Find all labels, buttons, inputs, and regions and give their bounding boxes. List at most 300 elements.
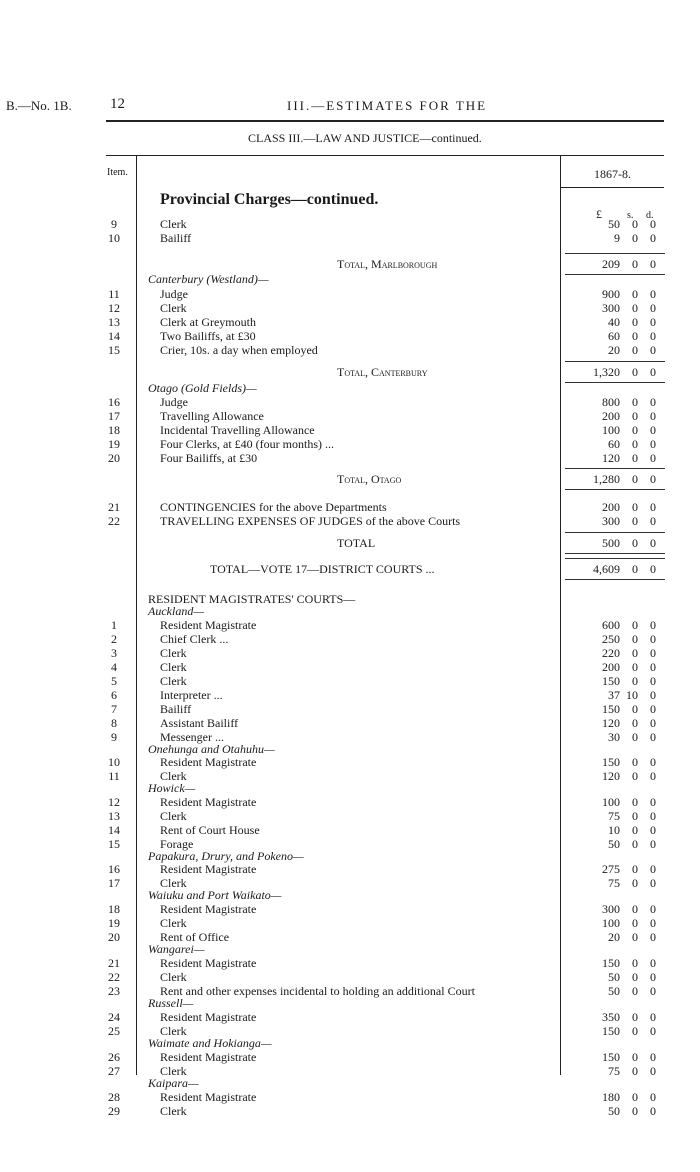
shillings-value: 0 <box>632 876 638 890</box>
item-number: 2 <box>111 632 117 646</box>
pounds-value: 180 <box>602 1090 620 1104</box>
pence-value: 0 <box>650 409 656 423</box>
item-number: 19 <box>108 916 120 930</box>
subsection-heading <box>0 1076 700 1090</box>
pence-value: 0 <box>650 970 656 984</box>
shillings-value: 0 <box>632 1010 638 1024</box>
item-number: 6 <box>111 688 117 702</box>
table-row <box>0 688 700 702</box>
subsection-heading <box>0 888 700 902</box>
item-label: Resident Magistrate <box>160 795 257 809</box>
subsection-label: Wangarei— <box>148 942 205 956</box>
item-number: 17 <box>108 876 120 890</box>
shillings-value: 0 <box>632 930 638 944</box>
item-column-header: Item. <box>107 167 128 178</box>
item-label: Resident Magistrate <box>160 956 257 970</box>
total-rule-top <box>565 253 665 254</box>
item-label: Resident Magistrate <box>160 1090 257 1104</box>
item-label: Clerk <box>160 916 187 930</box>
table-row <box>0 702 700 716</box>
table-row <box>0 956 700 970</box>
pounds-unit: £ <box>596 207 602 221</box>
item-number: 11 <box>108 287 120 301</box>
pounds-value: 120 <box>602 769 620 783</box>
subsection-heading <box>0 942 700 956</box>
item-label: Clerk <box>160 660 187 674</box>
year-column-header: 1867-8. <box>594 167 631 181</box>
shillings-value: 0 <box>632 956 638 970</box>
item-label: Resident Magistrate <box>160 1050 257 1064</box>
item-number: 25 <box>108 1024 120 1038</box>
shillings-value: 0 <box>632 632 638 646</box>
total-rule-bottom <box>565 489 665 490</box>
table-row <box>0 1050 700 1064</box>
item-label: Clerk <box>160 646 187 660</box>
subsection-label: Onehunga and Otahuhu— <box>148 742 275 756</box>
item-number: 12 <box>108 301 120 315</box>
shillings-value: 0 <box>632 730 638 744</box>
pounds-value: 50 <box>608 837 620 851</box>
shillings-value: 0 <box>632 755 638 769</box>
subsection-label: Waiuku and Port Waikato— <box>148 888 282 902</box>
table-row <box>0 916 700 930</box>
pounds-value: 100 <box>602 423 620 437</box>
item-label: Chief Clerk ... <box>160 632 229 646</box>
subsection-heading <box>0 742 700 756</box>
item-label: Rent of Court House <box>160 823 260 837</box>
pounds-value: 1,320 <box>593 365 620 379</box>
pounds-value: 300 <box>602 301 620 315</box>
pounds-value: 250 <box>602 632 620 646</box>
pounds-value: 20 <box>608 930 620 944</box>
pence-value: 0 <box>650 956 656 970</box>
table-row <box>0 343 700 357</box>
item-number: 1 <box>111 618 117 632</box>
shillings-value: 0 <box>632 562 638 576</box>
item-label: Rent of Office <box>160 930 230 944</box>
pence-value: 0 <box>650 916 656 930</box>
shillings-value: 0 <box>632 823 638 837</box>
table-row <box>0 1090 700 1104</box>
shillings-value: 0 <box>632 217 638 231</box>
pounds-value: 150 <box>602 1050 620 1064</box>
item-label: Judge <box>160 287 188 301</box>
shillings-value: 0 <box>632 702 638 716</box>
shillings-unit: s. <box>627 210 634 221</box>
item-number: 10 <box>108 231 120 245</box>
pence-value: 0 <box>650 365 656 379</box>
group-heading-label: RESIDENT MAGISTRATES' COURTS— <box>148 592 356 606</box>
pounds-value: 37 <box>608 688 620 702</box>
item-number: 21 <box>108 500 120 514</box>
pence-value: 0 <box>650 618 656 632</box>
pounds-value: 100 <box>602 795 620 809</box>
subsection-label: Canterbury (Westland)— <box>148 272 269 286</box>
pence-value: 0 <box>650 809 656 823</box>
total-rule-top <box>565 558 665 559</box>
pounds-value: 200 <box>602 409 620 423</box>
table-row <box>0 423 700 437</box>
table-row <box>0 395 700 409</box>
shillings-value: 0 <box>632 916 638 930</box>
pence-value: 0 <box>650 437 656 451</box>
pence-value: 0 <box>650 1010 656 1024</box>
shillings-value: 0 <box>632 315 638 329</box>
table-row <box>0 217 700 231</box>
item-number: 20 <box>108 451 120 465</box>
pounds-value: 40 <box>608 315 620 329</box>
shillings-value: 0 <box>632 795 638 809</box>
pounds-value: 275 <box>602 862 620 876</box>
total-rule-top <box>565 532 665 533</box>
pounds-value: 300 <box>602 902 620 916</box>
shillings-value: 0 <box>632 1104 638 1118</box>
item-number: 16 <box>108 862 120 876</box>
pounds-value: 120 <box>602 451 620 465</box>
shillings-value: 0 <box>632 769 638 783</box>
shillings-value: 0 <box>632 862 638 876</box>
pence-value: 0 <box>650 837 656 851</box>
pence-value: 0 <box>650 1050 656 1064</box>
pounds-value: 500 <box>602 536 620 550</box>
item-number: 14 <box>108 823 120 837</box>
item-label: Clerk at Greymouth <box>160 315 256 329</box>
shillings-value: 0 <box>632 716 638 730</box>
item-label: Clerk <box>160 301 187 315</box>
table-row <box>0 755 700 769</box>
pence-value: 0 <box>650 1104 656 1118</box>
total-label: TOTAL <box>337 536 376 550</box>
item-label: Resident Magistrate <box>160 902 257 916</box>
pounds-value: 150 <box>602 1024 620 1038</box>
item-label: Incidental Travelling Allowance <box>160 423 315 437</box>
shillings-value: 0 <box>632 257 638 271</box>
pounds-value: 150 <box>602 702 620 716</box>
pounds-value: 60 <box>608 437 620 451</box>
table-row <box>0 660 700 674</box>
item-label: Four Bailiffs, at £30 <box>160 451 258 465</box>
pounds-value: 350 <box>602 1010 620 1024</box>
total-rule-bottom <box>565 579 665 580</box>
item-number: 18 <box>108 423 120 437</box>
document-reference: B.—No. 1B. <box>6 98 72 113</box>
shillings-value: 0 <box>632 809 638 823</box>
pounds-value: 10 <box>608 823 620 837</box>
pounds-value: 100 <box>602 916 620 930</box>
pence-value: 0 <box>650 231 656 245</box>
item-number: 5 <box>111 674 117 688</box>
pence-value: 0 <box>650 217 656 231</box>
shillings-value: 0 <box>632 660 638 674</box>
subsection-heading <box>0 604 700 618</box>
pounds-value: 4,609 <box>593 562 620 576</box>
item-label: Judge <box>160 395 188 409</box>
year-header-rule <box>560 187 664 188</box>
table-row <box>0 315 700 329</box>
item-label: Clerk <box>160 876 187 890</box>
pounds-value: 1,280 <box>593 472 620 486</box>
item-number: 8 <box>111 716 117 730</box>
item-label: CONTINGENCIES for the above Departments <box>160 500 387 514</box>
pence-value: 0 <box>650 646 656 660</box>
item-label: Clerk <box>160 769 187 783</box>
pounds-value: 75 <box>608 809 620 823</box>
shillings-value: 0 <box>632 301 638 315</box>
page-number: 12 <box>110 96 125 112</box>
table-row <box>0 970 700 984</box>
pence-value: 0 <box>650 472 656 486</box>
table-row <box>0 632 700 646</box>
pounds-value: 200 <box>602 660 620 674</box>
pence-value: 0 <box>650 674 656 688</box>
shillings-value: 0 <box>632 970 638 984</box>
subsection-heading <box>0 849 700 863</box>
pence-value: 0 <box>650 823 656 837</box>
table-row <box>0 716 700 730</box>
pounds-value: 300 <box>602 514 620 528</box>
shillings-value: 0 <box>632 395 638 409</box>
pence-value: 0 <box>650 1090 656 1104</box>
pounds-value: 200 <box>602 500 620 514</box>
shillings-value: 0 <box>632 837 638 851</box>
item-number: 17 <box>108 409 120 423</box>
item-label: Clerk <box>160 674 187 688</box>
shillings-value: 0 <box>632 984 638 998</box>
pence-value: 0 <box>650 902 656 916</box>
pounds-value: 150 <box>602 956 620 970</box>
shillings-value: 0 <box>632 472 638 486</box>
pence-value: 0 <box>650 500 656 514</box>
shillings-value: 0 <box>632 287 638 301</box>
total-rule-top <box>565 361 665 362</box>
pounds-value: 600 <box>602 618 620 632</box>
item-number: 27 <box>108 1064 120 1078</box>
total-label: Total, Canterbury <box>337 365 428 379</box>
table-row <box>0 514 700 528</box>
item-number: 28 <box>108 1090 120 1104</box>
pence-value: 0 <box>650 930 656 944</box>
item-number: 13 <box>108 315 120 329</box>
total-label: Total, Otago <box>337 472 402 486</box>
table-row <box>0 329 700 343</box>
item-label: Clerk <box>160 1104 187 1118</box>
subsection-heading <box>0 996 700 1010</box>
subsection-label: Papakura, Drury, and Pokeno— <box>148 849 304 863</box>
table-row <box>0 902 700 916</box>
shillings-value: 10 <box>626 688 638 702</box>
table-top-rule <box>106 155 664 156</box>
pence-value: 0 <box>650 329 656 343</box>
subsection-heading <box>0 272 700 286</box>
item-number: 23 <box>108 984 120 998</box>
item-label: Resident Magistrate <box>160 862 257 876</box>
pounds-value: 150 <box>602 674 620 688</box>
pence-value: 0 <box>650 755 656 769</box>
pounds-value: 30 <box>608 730 620 744</box>
item-number: 22 <box>108 514 120 528</box>
subsection-label: Russell— <box>148 996 194 1010</box>
item-label: Messenger ... <box>160 730 224 744</box>
item-label: Four Clerks, at £40 (four months) ... <box>160 437 334 451</box>
table-row <box>0 231 700 245</box>
table-row <box>0 618 700 632</box>
shillings-value: 0 <box>632 674 638 688</box>
shillings-value: 0 <box>632 451 638 465</box>
pence-value: 0 <box>650 632 656 646</box>
total-row <box>0 365 700 379</box>
pounds-value: 150 <box>602 755 620 769</box>
pence-value: 0 <box>650 984 656 998</box>
item-label: Clerk <box>160 809 187 823</box>
pounds-value: 50 <box>608 984 620 998</box>
pence-value: 0 <box>650 514 656 528</box>
item-label: Clerk <box>160 1024 187 1038</box>
item-number: 9 <box>111 217 117 231</box>
item-number: 16 <box>108 395 120 409</box>
subsection-heading <box>0 1036 700 1050</box>
pence-value: 0 <box>650 660 656 674</box>
pence-value: 0 <box>650 451 656 465</box>
item-number: 13 <box>108 809 120 823</box>
table-row <box>0 646 700 660</box>
item-number: 9 <box>111 730 117 744</box>
pence-value: 0 <box>650 769 656 783</box>
page-title: III.—ESTIMATES FOR THE <box>287 98 488 113</box>
shillings-value: 0 <box>632 343 638 357</box>
item-label: Crier, 10s. a day when employed <box>160 343 318 357</box>
table-row <box>0 795 700 809</box>
item-label: Clerk <box>160 970 187 984</box>
item-number: 12 <box>108 795 120 809</box>
subsection-heading <box>0 781 700 795</box>
item-number: 26 <box>108 1050 120 1064</box>
pence-value: 0 <box>650 795 656 809</box>
item-label: Resident Magistrate <box>160 755 257 769</box>
pounds-value: 900 <box>602 287 620 301</box>
item-label: Clerk <box>160 217 187 231</box>
total-rule-bottom <box>565 553 665 554</box>
item-number: 11 <box>108 769 120 783</box>
pounds-value: 50 <box>608 217 620 231</box>
item-label: Resident Magistrate <box>160 618 257 632</box>
pounds-value: 9 <box>614 231 620 245</box>
item-number: 29 <box>108 1104 120 1118</box>
shillings-value: 0 <box>632 500 638 514</box>
subsection-label: Waimate and Hokianga— <box>148 1036 272 1050</box>
pence-value: 0 <box>650 730 656 744</box>
shillings-value: 0 <box>632 514 638 528</box>
table-row <box>0 287 700 301</box>
pence-value: 0 <box>650 315 656 329</box>
item-label: Clerk <box>160 1064 187 1078</box>
pounds-value: 75 <box>608 876 620 890</box>
pence-value: 0 <box>650 562 656 576</box>
subsection-label: Howick— <box>148 781 196 795</box>
item-label: Forage <box>160 837 194 851</box>
item-number: 15 <box>108 343 120 357</box>
total-label: TOTAL—VOTE 17—DISTRICT COURTS ... <box>210 562 435 576</box>
total-rule-top <box>565 468 665 469</box>
subsection-label: Otago (Gold Fields)— <box>148 381 257 395</box>
pence-unit: d. <box>646 210 654 221</box>
pounds-value: 75 <box>608 1064 620 1078</box>
subsection-label: Auckland— <box>148 604 204 618</box>
pence-value: 0 <box>650 716 656 730</box>
pounds-value: 800 <box>602 395 620 409</box>
item-number: 15 <box>108 837 120 851</box>
pence-value: 0 <box>650 343 656 357</box>
total-label: Total, Marlborough <box>337 257 438 271</box>
pounds-value: 209 <box>602 257 620 271</box>
item-number: 21 <box>108 956 120 970</box>
table-row <box>0 674 700 688</box>
table-row <box>0 1104 700 1118</box>
pence-value: 0 <box>650 257 656 271</box>
shillings-value: 0 <box>632 423 638 437</box>
total-row <box>0 536 700 550</box>
item-number: 14 <box>108 329 120 343</box>
table-row <box>0 451 700 465</box>
shillings-value: 0 <box>632 231 638 245</box>
pence-value: 0 <box>650 1024 656 1038</box>
item-label: Bailiff <box>160 231 192 245</box>
subsection-heading <box>0 381 700 395</box>
table-row <box>0 409 700 423</box>
pence-value: 0 <box>650 536 656 550</box>
table-row <box>0 301 700 315</box>
item-number: 3 <box>111 646 117 660</box>
pence-value: 0 <box>650 688 656 702</box>
pence-value: 0 <box>650 301 656 315</box>
item-label: Travelling Allowance <box>160 409 264 423</box>
item-label: Bailiff <box>160 702 192 716</box>
header-rule <box>106 120 664 122</box>
shillings-value: 0 <box>632 409 638 423</box>
item-label: Rent and other expenses incidental to holding an additional Court <box>160 984 475 998</box>
shillings-value: 0 <box>632 902 638 916</box>
shillings-value: 0 <box>632 365 638 379</box>
pounds-value: 120 <box>602 716 620 730</box>
item-number: 18 <box>108 902 120 916</box>
shillings-value: 0 <box>632 646 638 660</box>
shillings-value: 0 <box>632 536 638 550</box>
item-label: Resident Magistrate <box>160 1010 257 1024</box>
item-label: Two Bailiffs, at £30 <box>160 329 256 343</box>
shillings-value: 0 <box>632 1090 638 1104</box>
shillings-value: 0 <box>632 437 638 451</box>
item-label: Assistant Bailiff <box>160 716 239 730</box>
table-row <box>0 809 700 823</box>
table-row <box>0 437 700 451</box>
total-row <box>0 257 700 271</box>
item-number: 7 <box>111 702 117 716</box>
shillings-value: 0 <box>632 1064 638 1078</box>
table-row <box>0 500 700 514</box>
item-number: 10 <box>108 755 120 769</box>
item-label: TRAVELLING EXPENSES OF JUDGES of the above Courts <box>160 514 461 528</box>
subsection-label: Kaipara— <box>148 1076 199 1090</box>
pounds-value: 60 <box>608 329 620 343</box>
table-row <box>0 1010 700 1024</box>
pence-value: 0 <box>650 876 656 890</box>
item-label: Interpreter ... <box>160 688 223 702</box>
pounds-value: 50 <box>608 970 620 984</box>
pence-value: 0 <box>650 862 656 876</box>
shillings-value: 0 <box>632 1024 638 1038</box>
grand-total-row <box>0 562 700 576</box>
pence-value: 0 <box>650 287 656 301</box>
shillings-value: 0 <box>632 1050 638 1064</box>
